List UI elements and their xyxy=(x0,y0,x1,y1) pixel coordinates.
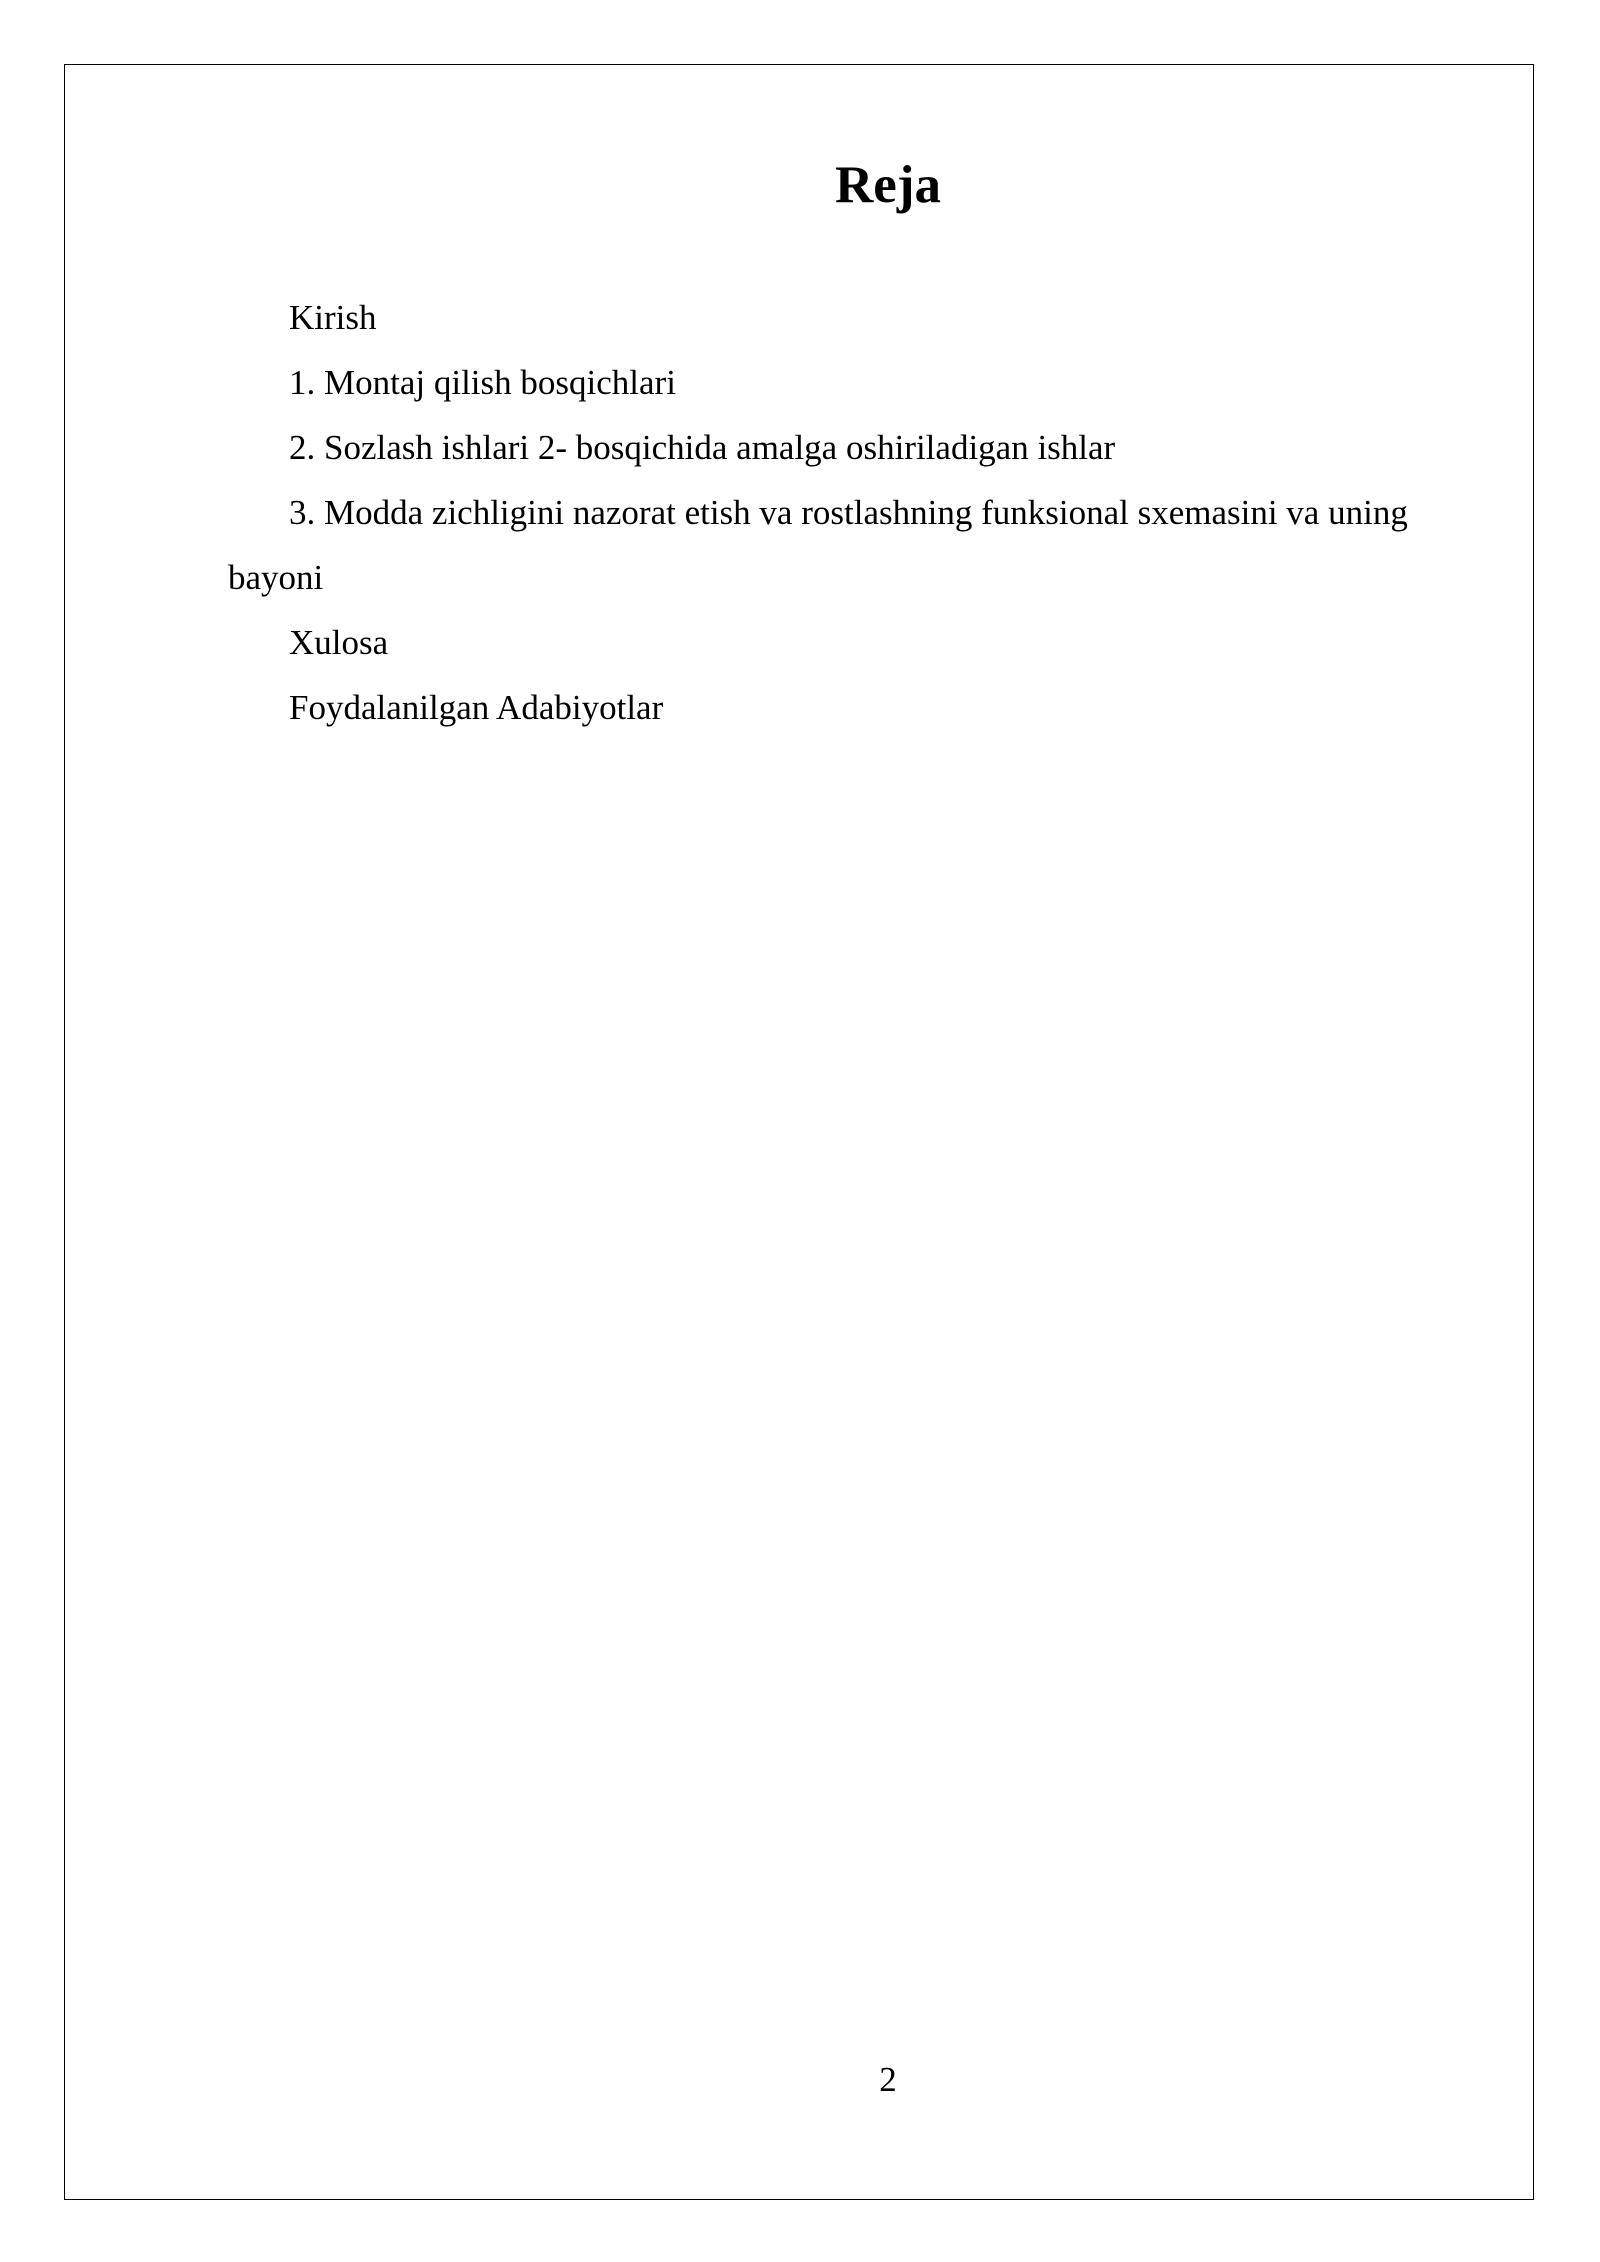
plan-item-references: Foydalanilgan Adabiyotlar xyxy=(289,688,664,727)
plan-item-conclusion: Xulosa xyxy=(289,623,389,662)
plan-item-intro: Kirish xyxy=(289,298,377,337)
page-title: Reja xyxy=(835,156,941,214)
plan-item-1: 1. Montaj qilish bosqichlari xyxy=(289,363,676,402)
plan-item-3: 3. Modda zichligini nazorat etish va rostlashning funksional sxemasini va uning bayoni xyxy=(228,493,1408,597)
page-number: 2 xyxy=(879,2060,897,2099)
plan-list xyxy=(228,285,1490,740)
plan-item-2: 2. Sozlash ishlari 2- bosqichida amalga oshiriladigan ishlar xyxy=(289,428,1116,467)
